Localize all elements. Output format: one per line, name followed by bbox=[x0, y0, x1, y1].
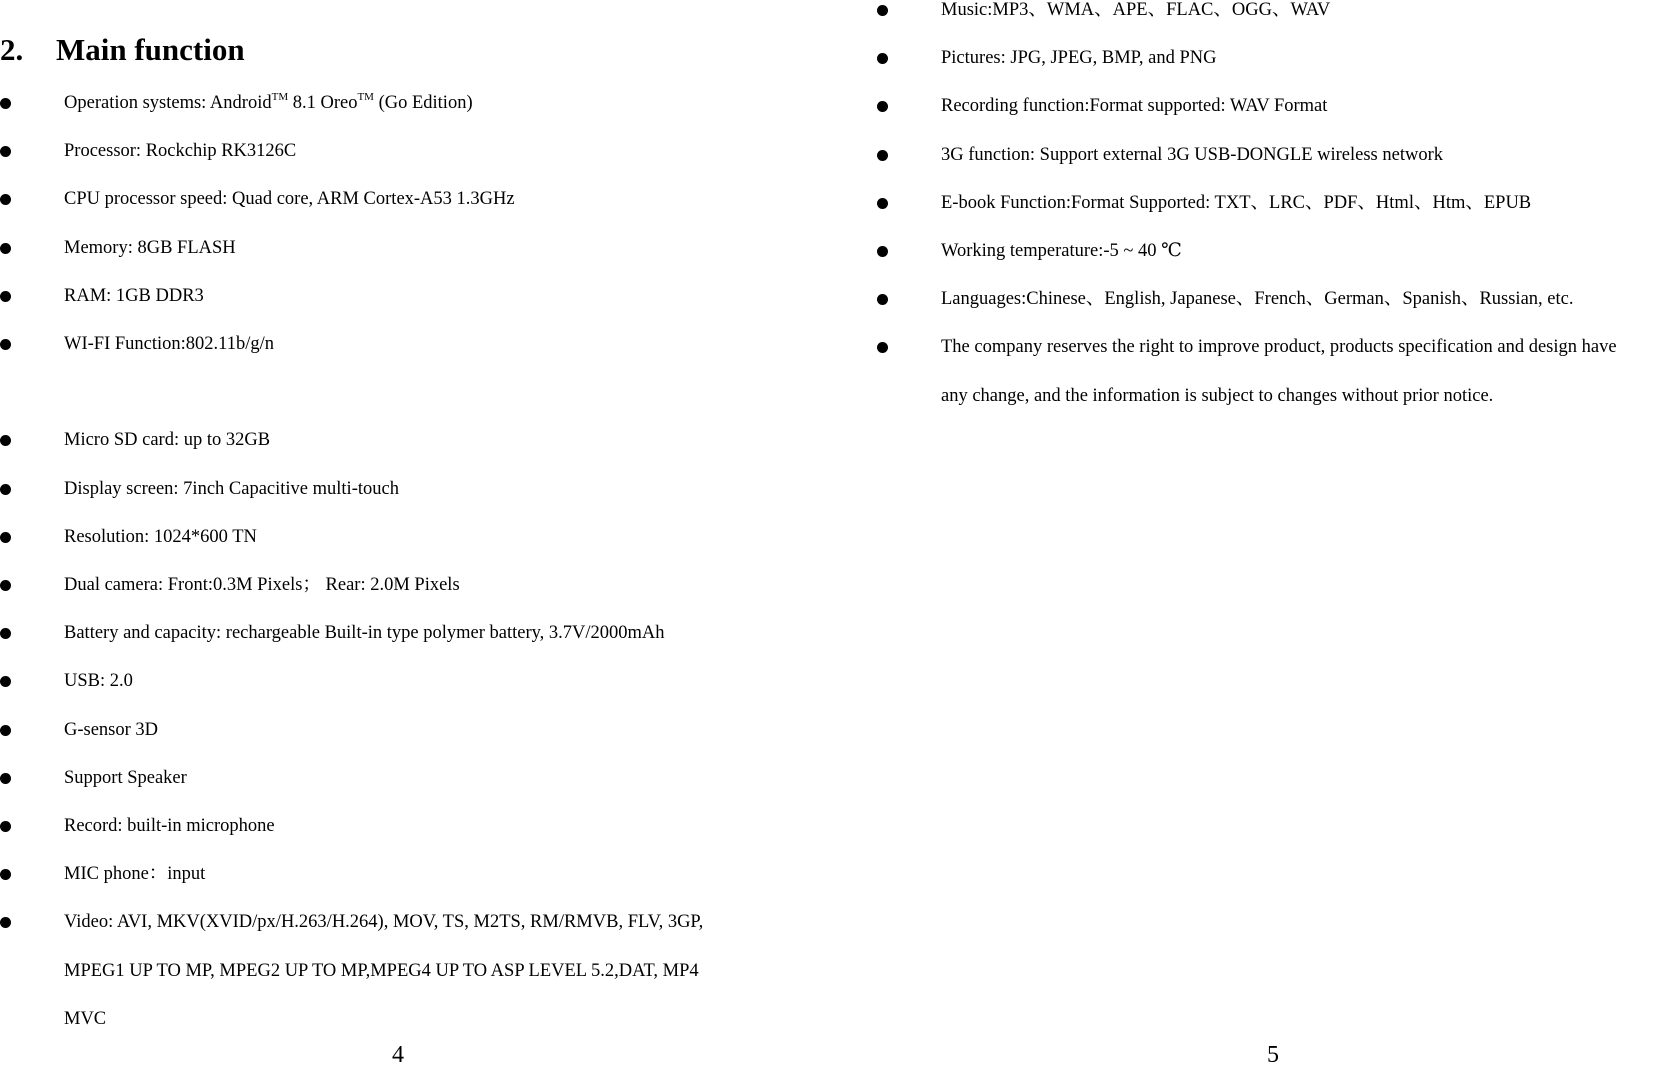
list-item-text: Working temperature:-5 ~ 40 ℃ bbox=[941, 241, 1182, 262]
section-heading bbox=[0, 30, 245, 70]
list-item bbox=[0, 320, 703, 368]
list-item bbox=[837, 0, 1617, 34]
bullet-icon bbox=[0, 580, 11, 591]
bullet-icon bbox=[0, 676, 11, 687]
bullet-icon bbox=[0, 628, 11, 639]
list-item bbox=[0, 79, 703, 127]
trademark-android: TM bbox=[271, 91, 289, 103]
list-item-text: CPU processor speed: Quad core, ARM Cortex-A53 1.3GHz bbox=[64, 189, 515, 210]
list-item-text: Languages:Chinese、English, Japanese、French、German、Spanish、Russian, etc. bbox=[941, 289, 1574, 310]
list-item-text: Recording function:Format supported: WAV Format bbox=[941, 96, 1328, 117]
os-prefix: Operation systems: Android bbox=[64, 93, 272, 113]
trademark-oreo: TM bbox=[357, 91, 374, 103]
list-item-text: Record: built-in microphone bbox=[64, 816, 275, 837]
list-item-text: MIC phone：input bbox=[64, 864, 206, 885]
list-item bbox=[0, 224, 703, 272]
list-item-continuation bbox=[0, 947, 703, 995]
bullet-icon bbox=[0, 194, 11, 205]
bullet-icon bbox=[877, 53, 888, 64]
list-item bbox=[0, 465, 703, 513]
page-number: 4 bbox=[392, 1042, 404, 1068]
list-item-text: Music:MP3、WMA、APE、FLAC、OGG、WAV bbox=[941, 0, 1331, 20]
list-item bbox=[837, 179, 1617, 227]
list-item bbox=[837, 275, 1617, 323]
list-item-text: E-book Function:Format Supported: TXT、LRC、PDF、Html、Htm、EPUB bbox=[941, 192, 1532, 213]
bullet-icon bbox=[0, 821, 11, 832]
bullet-icon bbox=[0, 146, 11, 157]
list-item-text: Support Speaker bbox=[64, 767, 187, 788]
bullet-icon bbox=[0, 773, 11, 784]
bullet-icon bbox=[0, 98, 11, 109]
bullet-icon bbox=[877, 198, 888, 209]
feature-list-left bbox=[0, 79, 703, 1043]
list-item-text: Memory: 8GB FLASH bbox=[64, 237, 236, 258]
list-item bbox=[0, 802, 703, 850]
bullet-icon bbox=[0, 243, 11, 254]
section-title: Main function bbox=[56, 32, 245, 67]
bullet-icon bbox=[0, 725, 11, 736]
list-item-continuation bbox=[0, 995, 703, 1043]
bullet-icon bbox=[0, 339, 11, 350]
bullet-icon bbox=[0, 532, 11, 543]
list-item-text: The company reserves the right to improve product, products specification and design have bbox=[941, 337, 1617, 358]
list-item bbox=[0, 850, 703, 898]
bullet-icon bbox=[0, 917, 11, 928]
list-item-text: 3G function: Support external 3G USB-DONGLE wireless network bbox=[941, 144, 1443, 165]
bullet-icon bbox=[877, 342, 888, 353]
list-item bbox=[837, 34, 1617, 82]
list-item bbox=[0, 754, 703, 802]
list-item bbox=[837, 82, 1617, 130]
list-item-text: Micro SD card: up to 32GB bbox=[64, 430, 271, 451]
bullet-icon bbox=[877, 5, 888, 16]
list-item bbox=[0, 127, 703, 175]
right-page bbox=[837, 0, 1674, 1083]
os-middle: 8.1 Oreo bbox=[288, 93, 358, 113]
list-item bbox=[0, 706, 703, 754]
bullet-icon bbox=[0, 484, 11, 495]
list-item bbox=[0, 416, 703, 464]
list-item bbox=[0, 609, 703, 657]
list-item-text: WI-FI Function:802.11b/g/n bbox=[64, 334, 274, 355]
bullet-icon bbox=[0, 869, 11, 880]
list-item bbox=[837, 131, 1617, 179]
bullet-icon bbox=[877, 101, 888, 112]
list-item-text: Dual camera: Front:0.3M Pixels； Rear: 2.0M Pixels bbox=[64, 575, 460, 596]
list-item-text: Battery and capacity: rechargeable Built-in type polymer battery, 3.7V/2000mAh bbox=[64, 623, 665, 644]
list-item bbox=[0, 657, 703, 705]
list-item bbox=[837, 323, 1617, 371]
list-item-continuation bbox=[837, 372, 1617, 420]
list-item-text: MVC bbox=[64, 1008, 107, 1029]
list-item-text: RAM: 1GB DDR3 bbox=[64, 285, 204, 306]
list-item-text: Resolution: 1024*600 TN bbox=[64, 526, 257, 547]
list-item-text: Display screen: 7inch Capacitive multi-touch bbox=[64, 478, 399, 499]
list-item-text: MPEG1 UP TO MP, MPEG2 UP TO MP,MPEG4 UP TO ASP LEVEL 5.2,DAT, MP4 bbox=[64, 960, 699, 981]
list-item bbox=[0, 272, 703, 320]
list-item bbox=[0, 561, 703, 609]
bullet-icon bbox=[0, 435, 11, 446]
list-item bbox=[0, 898, 703, 946]
page-number: 5 bbox=[1267, 1042, 1279, 1068]
list-item bbox=[0, 513, 703, 561]
blank-line bbox=[0, 368, 703, 416]
feature-list-right bbox=[837, 0, 1617, 420]
list-item-text: Processor: Rockchip RK3126C bbox=[64, 141, 297, 162]
list-item bbox=[0, 175, 703, 223]
bullet-icon bbox=[877, 150, 888, 161]
list-item bbox=[837, 227, 1617, 275]
list-item-text: Pictures: JPG, JPEG, BMP, and PNG bbox=[941, 48, 1217, 69]
bullet-icon bbox=[0, 291, 11, 302]
list-item-text: any change, and the information is subject to changes without prior notice. bbox=[941, 385, 1494, 406]
list-item-text: USB: 2.0 bbox=[64, 671, 133, 692]
list-item-text: G-sensor 3D bbox=[64, 719, 159, 740]
list-item-text: Video: AVI, MKV(XVID/px/H.263/H.264), MOV, TS, M2TS, RM/RMVB, FLV, 3GP, bbox=[64, 912, 704, 933]
section-number: 2. bbox=[0, 32, 24, 67]
bullet-icon bbox=[877, 294, 888, 305]
os-suffix: (Go Edition) bbox=[373, 93, 473, 113]
bullet-icon bbox=[877, 246, 888, 257]
